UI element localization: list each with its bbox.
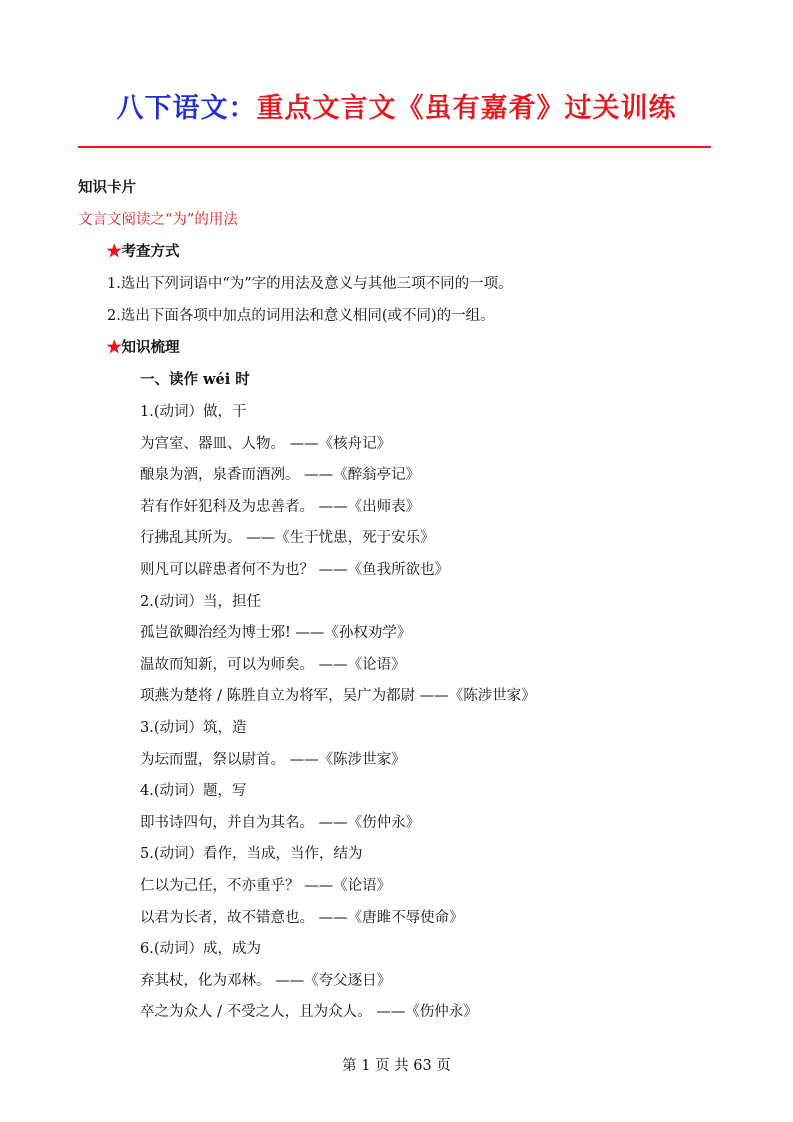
exam-question-1: 1.选出下列词语中“为”字的用法及意义与其他三项不同的一项。 — [107, 276, 513, 292]
title-grade: 八下语文： — [116, 93, 257, 124]
exam-mode-heading — [107, 242, 180, 262]
example: 若有作奸犯科及为忠善者。 ——《出师表》 — [140, 498, 421, 515]
meaning-1: 1.(动词）做，干 — [140, 404, 247, 420]
knowledge-label: 知识梳理 — [121, 339, 180, 356]
example: 则凡可以辟患者何不为也？ ——《鱼我所欲也》 — [140, 562, 450, 578]
meaning-4: 4.(动词）题，写 — [140, 783, 247, 800]
star-icon: ★ — [107, 243, 122, 260]
example: 为宫室、器皿、人物。 ——《核舟记》 — [140, 435, 392, 452]
title-divider — [78, 146, 711, 148]
title-topic: 重点文言文《虽有嘉肴》过关训练 — [256, 93, 677, 124]
section-subtitle: 文言文阅读之“为”的用法 — [78, 212, 238, 228]
meaning-2: 2.(动词）当，担任 — [140, 593, 261, 610]
example: 以君为长者，故不错意也。 ——《唐雎不辱使命》 — [140, 909, 464, 926]
example: 行拂乱其所为。 ——《生于忧患，死于安乐》 — [140, 530, 435, 547]
meaning-3: 3.(动词）筑，造 — [140, 720, 247, 736]
example: 卒之为众人 / 不受之人，且为众人。 ——《伤仲永》 — [140, 1004, 478, 1021]
section-card: 知识卡片 — [78, 179, 136, 196]
example: 弃其杖，化为邓林。 ——《夸父逐日》 — [140, 972, 392, 989]
example: 项燕为楚将 / 陈胜自立为将军，吴广为都尉 ——《陈涉世家》 — [140, 688, 536, 705]
example: 温故而知新，可以为师矣。 ——《论语》 — [140, 656, 406, 673]
example: 酿泉为酒，泉香而酒冽。 ——《醉翁亭记》 — [140, 467, 421, 484]
meaning-6: 6.(动词）成，成为 — [140, 941, 261, 958]
part-heading: 一、读作 wéi 时 — [140, 371, 250, 388]
exam-question-2: 2.选出下面各项中加点的词用法和意义相同(或不同)的一组。 — [107, 308, 495, 324]
example: 即书诗四句，并自为其名。 ——《伤仲永》 — [140, 814, 421, 831]
page-footer: 第 1 页 共 63 页 — [342, 1058, 451, 1074]
star-icon: ★ — [107, 339, 122, 356]
exam-mode-label: 考查方式 — [121, 243, 180, 260]
knowledge-heading — [107, 338, 180, 358]
example: 孤岂欲卿治经为博士邪! ——《孙权劝学》 — [140, 625, 412, 642]
meaning-5: 5.(动词）看作，当成，当作，结为 — [140, 846, 363, 863]
page-title — [0, 86, 793, 125]
example: 仁以为己任，不亦重乎？ ——《论语》 — [140, 878, 392, 894]
example: 为坛而盟，祭以尉首。 ——《陈涉世家》 — [140, 751, 406, 768]
